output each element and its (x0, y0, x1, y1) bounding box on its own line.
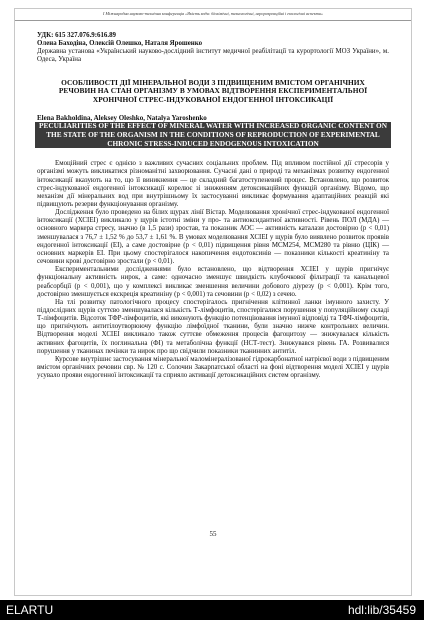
page-number: 55 (209, 530, 217, 538)
title-ua: ОСОБЛИВОСТІ ДІЇ МІНЕРАЛЬНОЇ ВОДИ З ПІДВИЩЕНИМ ВМІСТОМ ОРГАНІЧНИХ РЕЧОВИН НА СТАН ОРГАНІЗМУ В УМОВАХ ВІДТВОРЕННЯ ЕКСПЕРИМЕНТАЛЬНОЇ ХРОНІЧНОЇ СТРЕС-ІНДУКОВАНОЇ ЕНДОГЕННОЇ ІНТОКСИКАЦІЇ (58, 77, 368, 104)
document-page (14, 8, 412, 596)
article-content (37, 32, 389, 380)
paragraph: Курсове внутрішнє застосування мінеральної маломінералізованої гідрокарбонатної натрієвої води з підвищеним вмістом органічних речовин свр. № 120 с. Солочин Закарпатської області на фоні відтворення моделі ХСІЕІ у щурів усувало прояви ендогенної інтоксикації та сприяло активації детоксикаційних систем організму. (37, 355, 389, 380)
authors-ua: Олена Баходіна, Олексій Олешко, Наталя Ярошенко (37, 40, 203, 48)
paragraph: На тлі розвитку патологічного процесу спостерігалось пригнічення клітинної ланки імунного захисту. У піддослідних щурів суттєво зменшувалася кількість Т-лімфоцитів, спостерігалися порушення у популяційному складі Т-лімфоцитів. Відсоток ТФР-лімфоцитів, які виконують функцію потенціювання імунної відповіді та ТФЧ-лімфоцитів, що пригнічують антитілоутворюючу функцію лімфоїдної тканини, були значно нижче контрольних величин. Відтворення моделі ХСІЕІ викликало також суттєве обмеження процесів фагоцитозу — знижувалася кількість активних фагоцитів, їх поглинальна (ФІ) та метаболічна функції (НСТ-тест). Знижувався рівень ГА. Розвивалися порушення у тканинах печінки та нирок про що свідчили показники тканинних антитіл. (37, 298, 389, 355)
affiliation: Державна установа «Український науково-дослідний інститут медичної реабілітації та курортології МОЗ України», м. Одеса, Україна (37, 48, 389, 64)
udc-code: УДК: 615 327.076.9:616.89 (37, 32, 116, 39)
repository-name: ELARTU (6, 603, 54, 617)
authors-en: Elena Bakholdina, Aleksey Oleshko, Natalya Yaroshenko (37, 114, 207, 123)
article-body (37, 160, 389, 380)
title-en: PECULIARITIES OF THE EFFECT OF MINERAL WATER WITH INCREASED ORGANIC CONTENT ON THE STATE OF THE ORGANISM IN THE CONDITIONS OF REPRODUCTION OF EXPERIMENTAL CHRONIC STRESS-INDUCED ENDOGENOUS INTOXICATION (35, 122, 391, 148)
running-header: І Міжнародна науково-технічна конференція «Якість води: біохімічні, технологічні, агрорекреаційні і екологічні аспекти» (15, 11, 411, 21)
viewer-footer-bar (0, 600, 424, 620)
paragraph: Дослідження було проведено на білих щурах лінії Вістар. Моделювання хронічної стрес-індукованої ендогенної інтоксикації (ХСІЕІ) викликало у щурів істотні зміни у про- та антиоксидантної активності. Рівень ПОЛ (МДА) — основного маркера стресу, значно (в 1,5 рази) зростав, та показник АОС — активність каталази достовірно (p < 0,01) зменшувалася з 76,7 ± 1,52 % до 53,7 ± 1,61 %. В умовах моделювання ХСІЕІ у щурів було виявлено розвиток проявів ендогенної інтоксикації (ЕІ), а саме достовірне (p < 0,01) підвищення рівня МСМ254, МСМ280 та рівню (ЦІК) — основних маркерів ЕІ. При цьому спостерігалося накопичення ендотоксинів — показники кількості креатиніну та сечовини крові достовірно зростали (p < 0,01). (37, 209, 389, 266)
handle-link[interactable]: hdl:lib/35459 (347, 603, 416, 617)
paragraph: Експериментальними дослідженнями було встановлено, що відтворення ХСІЕІ у щурів пригнічує функціональну активність нирок, а саме: одночасно зменшує швидкість клубочкової фільтрації та канальцевої реабсорбції (p < 0,001), що у комплексі викликає зменшення величини добового діурезу (p < 0,001). Крім того, достовірно зменшується екскреція креатиніну (p < 0,001) та сечовини (p < 0,02) з сечею. (37, 266, 389, 298)
paragraph: Емоційний стрес є однією з важливих сучасних соціальних проблем. Під впливом постійної дії стресорів у організмі можуть викликатися різноманітні захворювання. Сучасні дані о природі та механізмах розвитку ендогенної інтоксикації вказують на то, що її виникнення — це складний багатоступеневий процес. Встановлено, що розвиток стрес-індукованої ендогенної інтоксикації корелює зі зниженням детоксикаційних функцій організму. Відомо, що механізм дії мінеральних вод при внутрішньому їх застосуванні викликає формування адаптаційних реакцій які підвищують резерви функціонування організму. (37, 160, 389, 208)
